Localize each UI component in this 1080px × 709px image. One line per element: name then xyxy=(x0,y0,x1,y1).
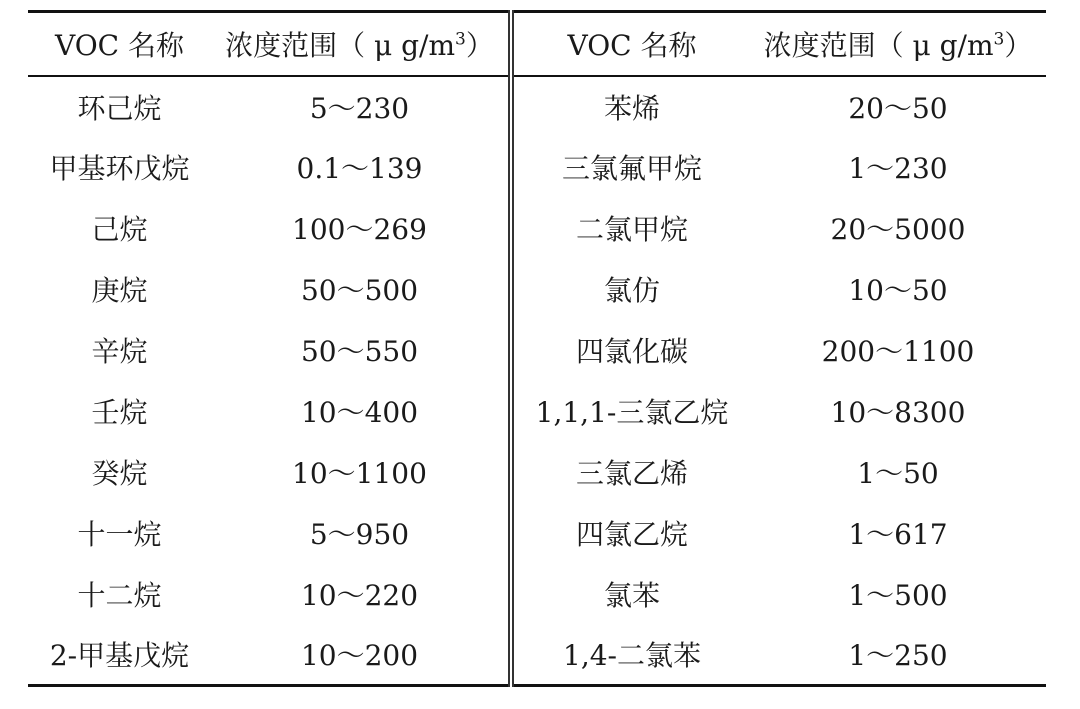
concentration-range-left: 50～550 xyxy=(300,335,419,368)
concentration-range-left: 10～400 xyxy=(300,396,419,429)
concentration-range-right: 1～250 xyxy=(848,639,948,673)
concentration-range-right: 1～617 xyxy=(848,518,948,551)
table-row xyxy=(28,137,1046,198)
header-row xyxy=(28,12,1046,76)
table-row xyxy=(28,259,1046,320)
voc-name-left: 2-甲基戊烷 xyxy=(49,639,190,673)
table-row xyxy=(28,320,1046,381)
voc-name-right: 二氯甲烷 xyxy=(511,198,750,259)
table-row xyxy=(28,198,1046,259)
concentration-range-right: 1～50 xyxy=(857,457,939,490)
voc-name-right: 四氯化碳 xyxy=(511,320,750,381)
concentration-range-left: 5～950 xyxy=(309,518,410,551)
voc-name-right: 四氯乙烷 xyxy=(511,503,750,564)
table-body xyxy=(28,76,1046,686)
header-concentration-range-right xyxy=(750,12,1046,76)
voc-name-left: 辛烷 xyxy=(91,335,148,368)
table-row xyxy=(28,625,1046,686)
header-range-left-text: 浓度范围（ μ g/m xyxy=(225,28,456,62)
header-voc-name-right: VOC 名称 xyxy=(511,12,750,76)
voc-name-left: 十二烷 xyxy=(77,579,162,612)
table-row xyxy=(28,442,1046,503)
concentration-range-right: 1～500 xyxy=(848,579,948,612)
voc-name-right: 1,4-二氯苯 xyxy=(511,625,750,686)
concentration-range-right: 20～5000 xyxy=(830,213,966,246)
concentration-range-right: 10～50 xyxy=(848,274,948,307)
table-row xyxy=(28,503,1046,564)
voc-name-left: 壬烷 xyxy=(91,396,148,429)
concentration-range-left: 10～220 xyxy=(300,579,419,612)
header-range-left-close: ） xyxy=(465,28,494,62)
concentration-range-right: 1～230 xyxy=(848,152,948,185)
header-range-right-sup: 3 xyxy=(993,29,1005,50)
voc-name-right: 三氯乙烯 xyxy=(511,442,750,503)
voc-name-left: 己烷 xyxy=(91,213,148,246)
concentration-range-left: 0.1～139 xyxy=(296,152,423,185)
voc-name-right: 三氯氟甲烷 xyxy=(511,137,750,198)
table-row xyxy=(28,564,1046,625)
voc-concentration-table xyxy=(28,10,1046,687)
concentration-range-right: 200～1100 xyxy=(821,335,975,368)
concentration-range-left: 5～230 xyxy=(309,91,410,125)
header-range-right-text: 浓度范围（ μ g/m xyxy=(763,28,994,62)
voc-concentration-table-container xyxy=(28,10,1046,687)
concentration-range-right: 20～50 xyxy=(848,91,948,125)
voc-name-left: 甲基环戊烷 xyxy=(49,152,190,185)
header-range-left-sup: 3 xyxy=(455,29,466,50)
voc-name-left: 环己烷 xyxy=(77,91,162,125)
concentration-range-right: 10～8300 xyxy=(830,396,966,429)
voc-name-left: 癸烷 xyxy=(91,457,148,490)
voc-name-right: 苯烯 xyxy=(511,76,750,137)
header-concentration-range-left xyxy=(211,12,511,76)
voc-name-right: 氯仿 xyxy=(511,259,750,320)
table-row xyxy=(28,381,1046,442)
table-header xyxy=(28,12,1046,76)
header-voc-name-left: VOC 名称 xyxy=(54,28,184,62)
concentration-range-left: 10～1100 xyxy=(292,457,427,490)
voc-name-right: 1,1,1-三氯乙烷 xyxy=(511,381,750,442)
header-range-right-close: ） xyxy=(1004,28,1033,62)
concentration-range-left: 10～200 xyxy=(300,639,419,673)
voc-name-right: 氯苯 xyxy=(511,564,750,625)
voc-name-left: 庚烷 xyxy=(91,274,148,307)
concentration-range-left: 50～500 xyxy=(300,274,419,307)
table-row xyxy=(28,76,1046,137)
concentration-range-left: 100～269 xyxy=(292,213,427,246)
voc-name-left: 十一烷 xyxy=(77,518,162,551)
